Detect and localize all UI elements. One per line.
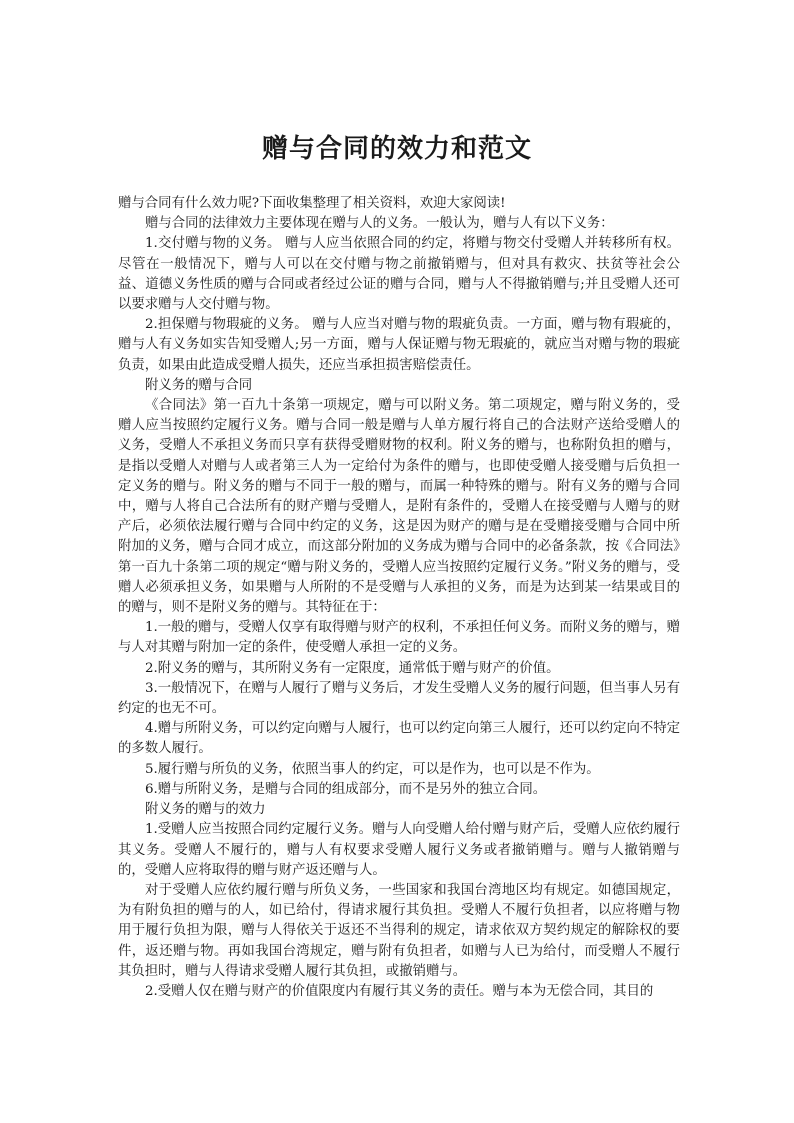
paragraph: 4.赠与所附义务，可以约定向赠与人履行，也可以约定向第三人履行，还可以约定向不特定的多数人履行。 xyxy=(118,721,681,757)
document-title: 赠与合同的效力和范文 xyxy=(261,134,532,164)
paragraph: 6.赠与所附义务，是赠与合同的组成部分，而不是另外的独立合同。 xyxy=(145,781,547,797)
paragraph: 1.一般的赠与，受赠人仅享有取得赠与财产的权利，不承担任何义务。而附义务的赠与，赠与人对其赠与附加一定的条件，使受赠人承担一定的义务。 xyxy=(118,620,681,656)
paragraph: 赠与合同有什么效力呢?下面收集整理了相关资料，欢迎大家阅读! xyxy=(118,196,506,211)
paragraph: 2.受赠人仅在赠与财产的价值限度内有履行其义务的责任。赠与本为无偿合同，其目的 xyxy=(145,983,654,999)
paragraph: 《合同法》第一百九十条第一项规定，赠与可以附义务。第二项规定，赠与附义务的，受赠人应当按照约定履行义务。赠与合同一般是赠与人单方履行将自己的合法财产送给受赠人的义务，受赠人不承担义务而只享有获得受赠财物的权利。附义务的赠与，也称附负担的赠与，是指以受赠人对赠与人或者第三人为一定给付为条件的赠与，也即使受赠人接受赠与后负担一定义务的赠与。附义务的赠与不同于一般的赠与，而属一种特殊的赠与。附有义务的赠与合同中，赠与人将自己合法所有的财产赠与受赠人，是附有条件的，受赠人在接受赠与人赠与的财产后，必须依法履行赠与合同中约定的义务，这是因为财产的赠与是在受赠接受赠与合同中所附加的义务，赠与合同才成立，而这部分附加的义务成为赠与合同中的必备条款，按《合同法》第一百九十条第二项的规定“赠与附义务的，受赠人应当按照约定履行义务。”附义务的赠与，受赠人必须承担义务，如果赠与人所附的不是受赠与人承担的义务，而是为达到某一结果或目的的赠与，则不是附义务的赠与。其特征在于： xyxy=(118,398,680,616)
paragraph: 3.一般情况下，在赠与人履行了赠与义务后，才发生受赠人义务的履行问题，但当事人另有约定的也无不可。 xyxy=(118,680,681,717)
paragraph: 赠与合同的法律效力主要体现在赠与人的义务。一般认为，赠与人有以下义务： xyxy=(145,216,614,232)
paragraph: 对于受赠人应依约履行赠与所负义务，一些国家和我国台湾地区均有规定。如德国规定，为有附负担的赠与的人，如已给付，得请求履行其负担。受赠人不履行负担者，以应将赠与物用于履行负担为限，赠与人得依关于返还不当得利的规定，请求依双方契约规定的解除权的要件，返还赠与物。再如我国台湾规定，赠与附有负担者，如赠与人已为给付，而受赠人不履行其负担时，赠与人得请求受赠人履行其负担，或撤销赠与。 xyxy=(118,882,680,979)
paragraph: 2.附义务的赠与，其所附义务有一定限度，通常低于赠与财产的价值。 xyxy=(145,660,560,676)
document-body xyxy=(118,194,680,1002)
paragraph: 附义务的赠与的效力 xyxy=(145,802,266,818)
paragraph: 2.担保赠与物瑕疵的义务。 赠与人应当对赠与物的瑕疵负责。一方面，赠与物有瑕疵的，赠与人有义务如实告知受赠人;另一方面，赠与人保证赠与物无瑕疵的，就应当对赠与物的瑕疵负责，如果由此造成受赠人损失，还应当承担损害赔偿责任。 xyxy=(118,317,680,373)
paragraph: 附义务的赠与合同 xyxy=(145,377,253,393)
paragraph: 1.交付赠与物的义务。 赠与人应当依照合同的约定，将赠与物交付受赠人并转移所有权。尽管在一般情况下，赠与人可以在交付赠与物之前撤销赠与，但对具有救灾、扶贫等社会公益、道德义务性质的赠与合同或者经过公证的赠与合同，赠与人不得撤销赠与;并且受赠人还可以要求赠与人交付赠与物。 xyxy=(118,236,680,313)
paragraph: 1.受赠人应当按照合同约定履行义务。赠与人向受赠人给付赠与财产后，受赠人应依约履行其义务。受赠人不履行的，赠与人有权要求受赠人履行义务或者撤销赠与。赠与人撤销赠与的，受赠人应将取得的赠与财产返还赠与人。 xyxy=(118,822,681,878)
paragraph: 5.履行赠与所负的义务，依照当事人的约定，可以是作为，也可以是不作为。 xyxy=(145,761,600,777)
